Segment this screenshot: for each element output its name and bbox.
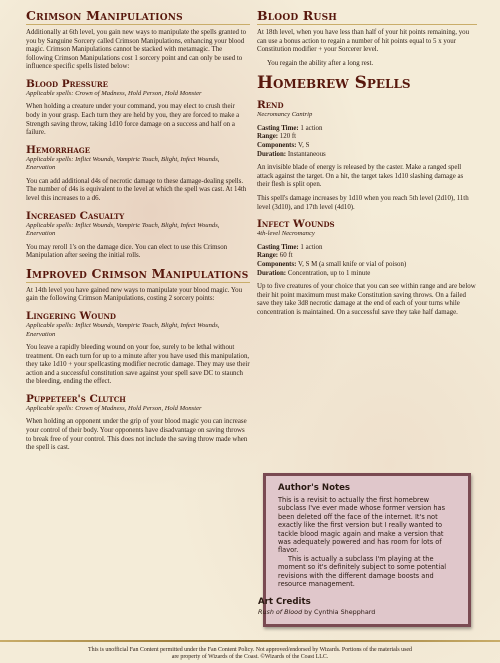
blood-rush-text-2: You regain the ability after a long rest. [267, 59, 374, 67]
art-credits-line: Rush of Blood by Cynthia Shepphard [258, 608, 376, 616]
heading-hemorrhage: Hemorrhage [26, 143, 91, 156]
heading-rend: Rend [257, 99, 284, 112]
rend-school: Necromancy Cantrip [257, 111, 313, 119]
heading-homebrew-spells: Homebrew Spells [257, 73, 411, 94]
heading-puppeteers-clutch: Puppeteer's Clutch [26, 392, 126, 405]
infect-components: Components: V, S M (a small knife or vial of poison) [257, 260, 407, 268]
crimson-manipulations-text: Additionally at 6th level, you gain new ways to manipulate the spells granted to you by Sanguine Sorcery called Crimson Manipulations, enhancing your blood magic. Crimson Manipulations cannot be stacked with metamagic. The following Crimson Manipulations cost 1 sorcery point and can only be used to influence specific spells listed below: [26, 29, 247, 71]
left-column [26, 8, 250, 458]
art-credits-title: Art Credits [258, 597, 311, 607]
blood-pressure-text: When holding a creature under your command, you may elect to crush their body in your grasp. Each turn they are held by you, they are forced to make a Strength saving throw, taking 1d10 force damage on a success and half on a failure. [26, 103, 240, 137]
authors-notes-text-2: This is actually a subclass I'm playing at the moment so it's definitely subject to some potential revisions with the different damage boosts and resource management. [278, 554, 447, 589]
increased-casualty-spells: Applicable spells: Inflict Wounds, Vampiric Touch, Blight, Infect Wounds, Enervation [26, 221, 220, 238]
heading-blood-pressure: Blood Pressure [26, 77, 108, 90]
rend-text-2: This spell's damage increases by 1d10 when you reach 5th level (2d10), 11th level (3d10), and 17th level (4d10). [257, 195, 469, 211]
rend-duration: Duration: Instantaneous [257, 150, 326, 158]
improved-crimson-text: At 14th level you have gained new ways to manipulate your blood magic. You gain the following Crimson Manipulations, costing 2 sorcery points: [26, 286, 243, 303]
puppeteers-clutch-spells: Applicable spells: Crown of Madness, Hold Person, Hold Monster [26, 404, 202, 412]
infect-wounds-text: Up to five creatures of your choice that you can see within range and are below their hit point maximum must make Constitution saving throws. On a failed save they take 3d8 necrotic damage at the end of each of your turns while concentration is maintained. On a successful save they take half damage. [257, 283, 476, 316]
puppeteers-clutch-text: When holding an opponent under the grip of your blood magic you can increase your control of their body. Your opponents have disadvantage on saving throws to break free of your control. This does not include the saving throw made when the spell is cast. [26, 418, 248, 452]
authors-notes-text: This is a revisit to actually the first homebrew subclass I've ever made whose former version has been deleted off the face of the internet. It's not exactly like the first version but I really wanted to tackle blood magic again and make a version that was adequately powered and has room for lots of flavor. [278, 496, 446, 555]
footer-line-1: This is unofficial Fan Content permitted under the Fan Content Policy. Not approved/endorsed by Wizards. Portions of the materials used [88, 647, 412, 653]
infect-wounds-stat-block [257, 244, 477, 278]
infect-range: Range: 60 ft [257, 252, 293, 260]
rend-text: An invisible blade of energy is released by the caster. Make a ranged spell attack against the target. On a hit, the target takes 1d10 slashing damage as their flesh is split open. [257, 164, 464, 189]
blood-rush-text: At 18th level, when you have less than half of your hit points remaining, you can use a bonus action to regain a number of hit points equal to 5 x your Constitution modifier + your Sorcerer level. [257, 29, 470, 54]
infect-wounds-school: 4th-level Necromancy [257, 230, 315, 238]
rend-stat-block [257, 125, 477, 159]
infect-duration: Duration: Concentration, up to 1 minute [257, 269, 371, 277]
authors-notes-title: Author's Notes [278, 483, 351, 493]
heading-improved-crimson-manipulations: Improved Crimson Manipulations [26, 265, 249, 281]
art-credits [258, 597, 476, 616]
heading-crimson-manipulations: Crimson Manipulations [26, 8, 250, 25]
lingering-wound-text: You leave a rapidly bleeding wound on your foe, surely to be lethal without treatment. On each turn for up to a minute after you have used this manipulation, they take 1d10 + your spellcasting modifier necrotic damage. They may use their action and a successful constitution save against your spell save DC to staunch the bleeding, ending the effect. [26, 344, 250, 386]
infect-casting-time: Casting Time: 1 action [257, 243, 323, 251]
heading-lingering-wound: Lingering Wound [26, 310, 116, 322]
right-column [257, 8, 477, 322]
rend-components: Components: V, S [257, 142, 310, 150]
rend-range: Range: 120 ft [257, 133, 297, 141]
footer-line-2: are property of Wizards of the Coast. ©Wizards of the Coast LLC. [171, 654, 329, 660]
footer [0, 647, 500, 661]
blood-pressure-spells: Applicable spells: Crown of Madness, Hold Person, Hold Monster [26, 89, 202, 97]
increased-casualty-text: You may reroll 1's on the damage dice. You can elect to use this Crimson Manipulation after seeing the initial rolls. [26, 243, 228, 260]
rend-casting-time: Casting Time: 1 action [257, 124, 323, 132]
footer-divider [0, 640, 500, 642]
heading-increased-casualty: Increased Casualty [26, 209, 125, 222]
heading-infect-wounds: Infect Wounds [257, 218, 335, 231]
hemorrhage-spells: Applicable spells: Inflict Wounds, Vampiric Touch, Blight, Infect Wounds, Enervation [26, 155, 220, 172]
lingering-wound-spells: Applicable spells: Inflict Wounds, Vampiric Touch, Blight, Infect Wounds, Enervation [26, 322, 220, 338]
heading-blood-rush: Blood Rush [257, 8, 477, 25]
hemorrhage-text: You can add additional d4s of necrotic damage to these damage-dealing spells. The number of d4s is equivalent to the level at which the spell was cast. At 14th level this increases to a d6. [26, 177, 247, 203]
